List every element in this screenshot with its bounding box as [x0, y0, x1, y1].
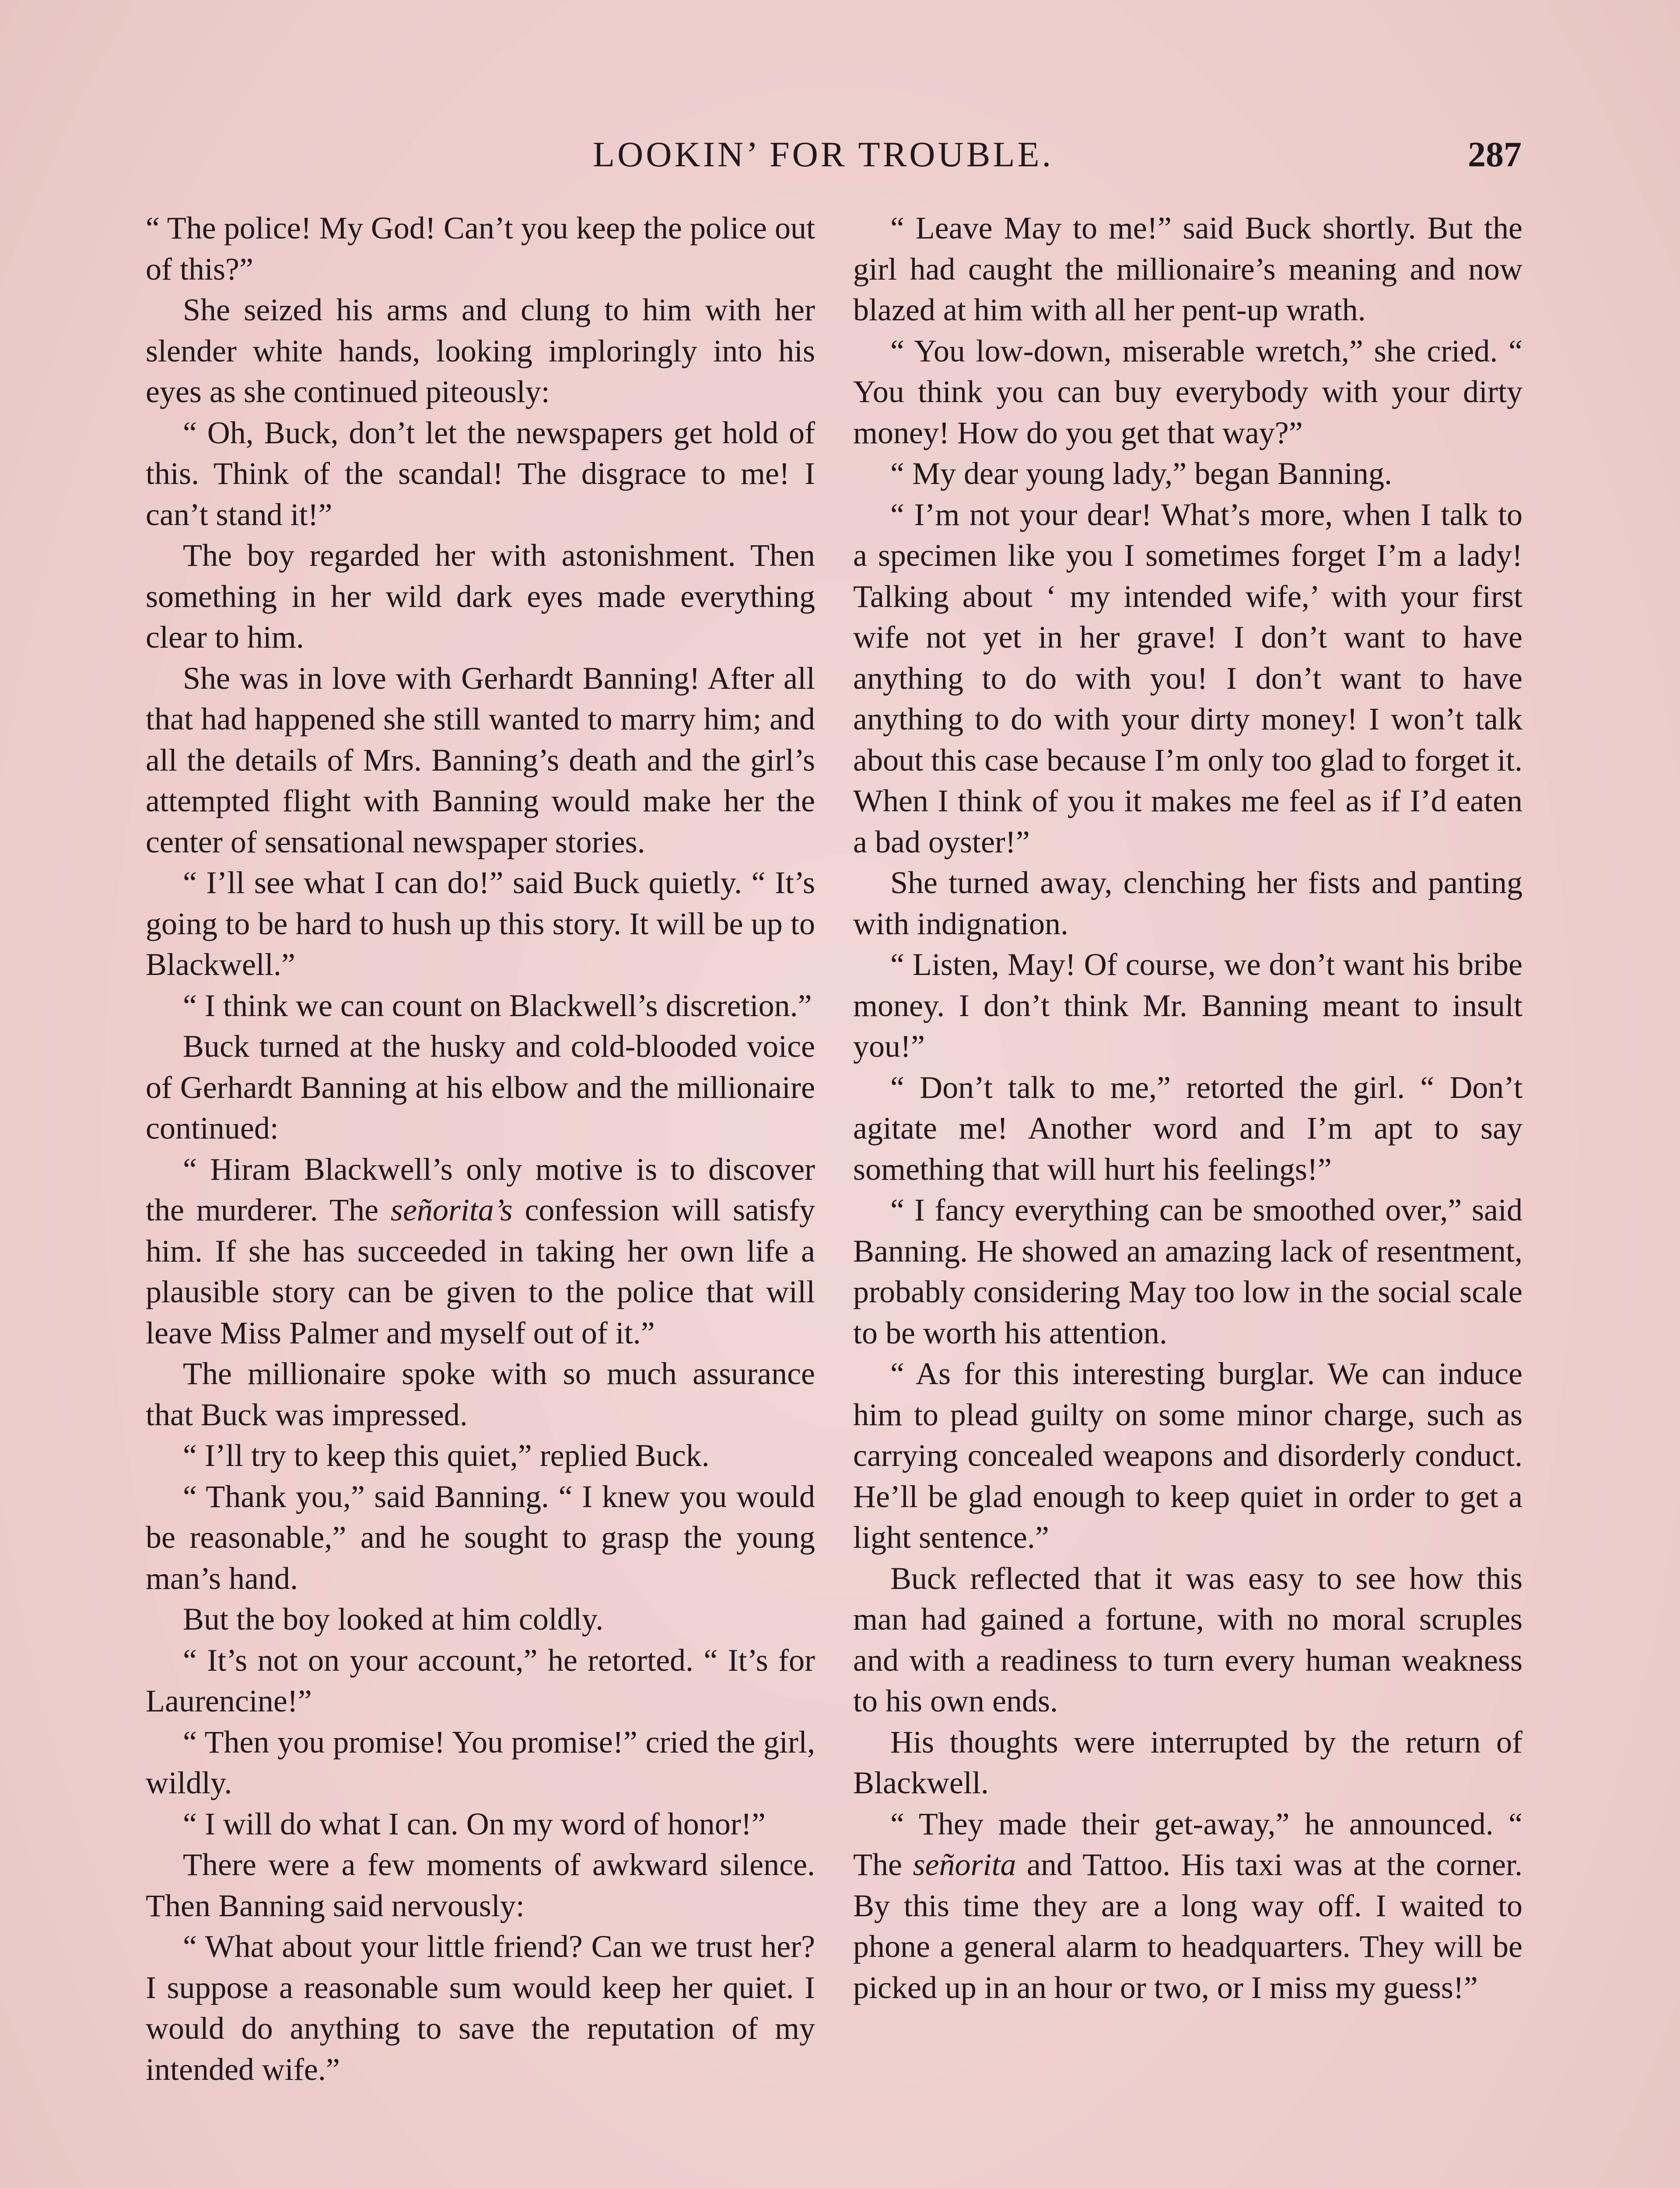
paragraph: “ I will do what I can. On my word of honor!” [183, 1806, 766, 1841]
paragraph: “ They made their get-away,” he announced. “ The señorita and Tattoo. His taxi was at the corner. By this time they are a long way off. I waited to phone a general alarm to headquarters. They will be picked up in an hour or two, or I miss my guess!” [853, 1806, 1522, 2005]
paragraph: “ The police! My God! Can’t you keep the police out of this?” [146, 210, 815, 287]
right-column [853, 208, 1522, 2008]
paragraph: “ I’ll try to keep this quiet,” replied Buck. [183, 1438, 710, 1473]
paragraph: “ I’m not your dear! What’s more, when I talk to a specimen like you I sometimes forget I’m a lady! Talking about ‘ my intended wife,’ with your first wife not yet in her grave! I don’t want to have anything to do with you! I don’t want to have anything to do with your dirty money! I won’t talk about this case because I’m only too glad to forget it. When I think of you it makes me feel as if I’d eaten a bad oyster!” [853, 497, 1522, 859]
paragraph: She was in love with Gerhardt Banning! After all that had happened she still wanted to marry him; and all the details of Mrs. Banning’s death and the girl’s attempted flight with Banning would make her the center of sensational newspaper stories. [146, 660, 815, 859]
left-column [146, 208, 815, 2090]
paragraph: But the boy looked at him coldly. [183, 1602, 604, 1637]
paragraph: The millionaire spoke with so much assurance that Buck was impressed. [146, 1356, 815, 1432]
running-title: LOOKIN’ FOR TROUBLE. [593, 134, 1054, 174]
paragraph: “ I think we can count on Blackwell’s discretion.” [183, 988, 812, 1023]
paragraph: “ Hiram Blackwell’s only motive is to discover the murderer. The señorita’s confession will satisfy him. If she has succeeded in taking her own life a plausible story can be given to the police that will leave Miss Palmer and myself out of it.” [146, 1151, 815, 1350]
paragraph: Buck reflected that it was easy to see how this man had gained a fortune, with no moral scruples and with a readiness to turn every human weakness to his own ends. [853, 1560, 1522, 1718]
page-number: 287 [1468, 134, 1522, 174]
paragraph: “ My dear young lady,” began Banning. [890, 456, 1393, 491]
paragraph: “ Leave May to me!” said Buck shortly. But the girl had caught the millionaire’s meaning and now blazed at him with all her pent-up wrath. [853, 210, 1522, 327]
paragraph: There were a few moments of awkward silence. Then Banning said nervously: [146, 1847, 815, 1923]
paragraph: She seized his arms and clung to him with her slender white hands, looking imploringly into his eyes as she continued piteously: [146, 292, 815, 409]
page-header [0, 130, 1680, 179]
paragraph: “ Then you promise! You promise!” cried the girl, wildly. [146, 1724, 815, 1800]
paragraph: “ Thank you,” said Banning. “ I knew you would be reasonable,” and he sought to grasp the young man’s hand. [146, 1479, 815, 1596]
paragraph: “ Listen, May! Of course, we don’t want his bribe money. I don’t think Mr. Banning meant to insult you!” [853, 947, 1522, 1064]
paragraph: “ Oh, Buck, don’t let the newspapers get hold of this. Think of the scandal! The disgrace to me! I can’t stand it!” [146, 415, 815, 532]
paragraph: “ It’s not on your account,” he retorted. “ It’s for Laurencine!” [146, 1642, 815, 1718]
paragraph: “ I fancy everything can be smoothed over,” said Banning. He showed an amazing lack of resentment, probably considering May too low in the social scale to be worth his attention. [853, 1192, 1522, 1350]
paragraph: “ As for this interesting burglar. We can induce him to plead guilty on some minor charge, such as carrying concealed weapons and disorderly conduct. He’ll be glad enough to keep quiet in order to get a light sentence.” [853, 1356, 1522, 1555]
paragraph: “ You low-down, miserable wretch,” she cried. “ You think you can buy everybody with your dirty money! How do you get that way?” [853, 333, 1522, 450]
paragraph: The boy regarded her with astonishment. Then something in her wild dark eyes made everything clear to him. [146, 538, 815, 655]
paragraph: “ I’ll see what I can do!” said Buck quietly. “ It’s going to be hard to hush up this story. It will be up to Blackwell.” [146, 865, 815, 982]
paragraph: “ Don’t talk to me,” retorted the girl. “ Don’t agitate me! Another word and I’m apt to say something that will hurt his feelings!” [853, 1069, 1522, 1187]
paragraph: She turned away, clenching her fists and panting with indignation. [853, 865, 1522, 941]
paragraph: Buck turned at the husky and cold-blooded voice of Gerhardt Banning at his elbow and the millionaire continued: [146, 1029, 815, 1146]
paragraph: His thoughts were interrupted by the return of Blackwell. [853, 1724, 1522, 1800]
paragraph: “ What about your little friend? Can we trust her? I suppose a reasonable sum would keep her quiet. I would do anything to save the reputation of my intended wife.” [146, 1929, 815, 2087]
